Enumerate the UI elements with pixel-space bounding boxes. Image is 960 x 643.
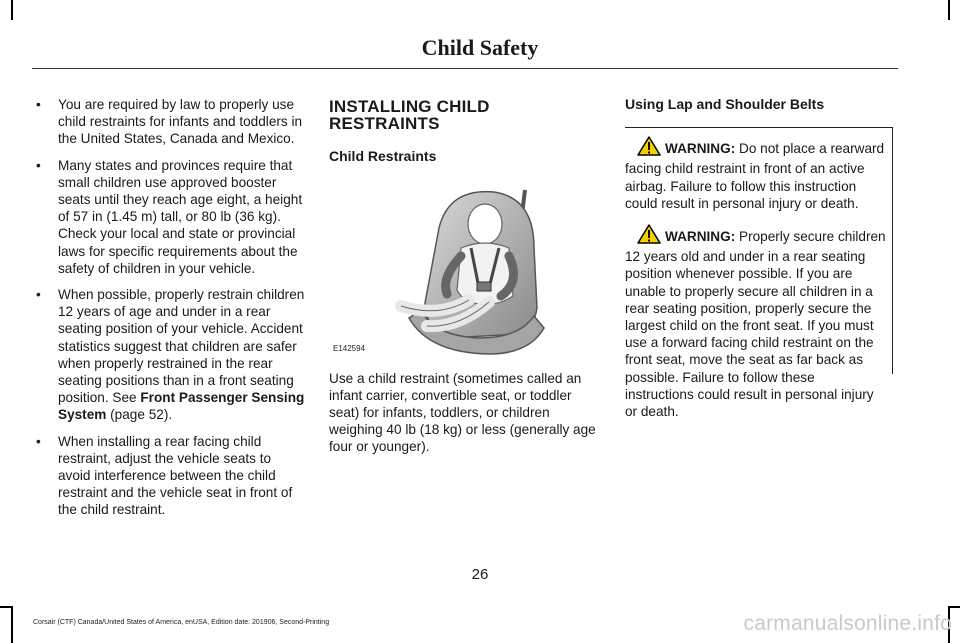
edition-footer: Corsair (CTF) Canada/United States of America, enUSA, Edition date: 201906, Second-Printing: [33, 619, 330, 626]
sub-heading: Child Restraints: [329, 148, 437, 165]
bullet-item: [36, 433, 306, 519]
page-number: 26: [471, 566, 489, 583]
warning-triangle-icon: [637, 136, 661, 160]
child-seat-figure: [329, 178, 601, 360]
warning-label: WARNING:: [665, 141, 736, 157]
bullet-text: Many states and provinces require that small children use approved booster seats until they reach age eight, a height of 57 in (1.45 m) tall, or 80 lb (36 kg). Check your local and state or provincial laws for specific requirements about the safety of children in your vehicle.: [58, 157, 303, 276]
bullet-text: When possible, properly restrain children 12 years of age and under in a rear seating position of your vehicle. Accident statistics suggest that children are safer when properly restrained in the rear seating positions than in a front seating position. See: [58, 287, 305, 406]
crop-mark-bottom-right-h: [948, 606, 960, 608]
warning-box: [625, 127, 893, 420]
bullet-item: [36, 157, 306, 277]
right-column: [625, 96, 893, 420]
bullet-item: [36, 286, 306, 424]
warning-text: Do not place a rearward facing child restraint in front of an active airbag. Failure to follow this instruction could result in personal injury or death.: [625, 141, 885, 211]
bullet-text: When installing a rear facing child restraint, adjust the vehicle seats to avoid interference between the child restraint and the vehicle seat in front of the child restraint.: [58, 433, 293, 518]
crop-mark-bottom-left-v: [11, 606, 13, 643]
bullet-item: [36, 96, 306, 148]
watermark: carmanualsonline.info: [743, 612, 952, 635]
crop-mark-top-left-v: [11, 0, 13, 20]
body-paragraph: Use a child restraint (sometimes called an infant carrier, convertible seat, or toddler seat) for infants, toddlers, or children weighing 40 lb (18 kg) or less (generally age four or younger).: [329, 370, 596, 455]
warning-text: Properly secure children 12 years old and under in a rear seating position whenever possible. If you are unable to properly secure all children in a rear seating position, properly secure the largest child on the front seat. If you must use a forward facing child restraint on the front seat, move the seat as far back as possible. Failure to follow these instructions could result in personal injury or death.: [625, 229, 886, 420]
warning-item: [625, 136, 886, 212]
child-seat-illustration: [329, 178, 601, 360]
warning-triangle-icon: [637, 224, 661, 248]
page-title: Child Safety: [421, 35, 539, 60]
warning-item: [625, 224, 886, 420]
sub-heading: Using Lap and Shoulder Belts: [625, 96, 825, 112]
left-column: [36, 96, 306, 528]
bullet-text: You are required by law to properly use child restraints for infants and toddlers in the United States, Canada and Mexico.: [58, 97, 303, 147]
header-divider: [32, 68, 898, 69]
middle-column: [329, 96, 601, 456]
figure-id: E142594: [333, 344, 366, 354]
bullet-suffix: (page 52).: [106, 407, 173, 423]
bullet-list: [36, 96, 306, 519]
cross-reference-link[interactable]: Front Passenger Sensing System: [58, 390, 305, 423]
crop-mark-bottom-left-h: [0, 606, 12, 608]
section-heading: INSTALLING CHILD RESTRAINTS: [329, 97, 490, 134]
warning-label: WARNING:: [665, 229, 736, 245]
crop-mark-top-right-v: [948, 0, 950, 20]
